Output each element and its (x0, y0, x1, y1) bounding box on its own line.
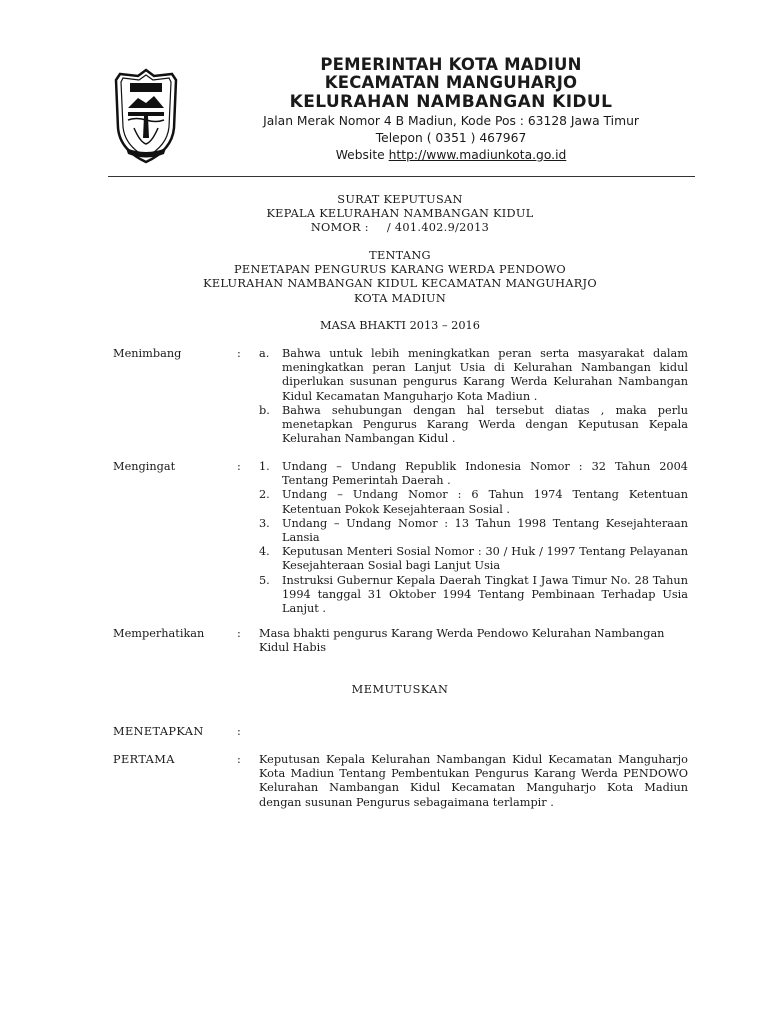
item-marker: a. (259, 347, 270, 360)
item-text: Undang – Undang Nomor : 6 Tahun 1974 Tentang Ketentuan Ketentuan Pokok Kesejahteraan Sosial . (282, 488, 688, 516)
item-text: Keputusan Menteri Sosial Nomor : 30 / Huk / 1997 Tentang Pelayanan Kesejahteraan Sosial bagi Lanjut Usia (282, 545, 688, 573)
colon: : (237, 627, 241, 640)
list-item (259, 404, 688, 447)
list-item (259, 574, 688, 617)
mengingat-label: Mengingat (113, 460, 176, 473)
mengingat-list (259, 460, 688, 616)
item-text: Instruksi Gubernur Kepala Daerah Tingkat I Jawa Timur No. 28 Tahun 1994 tanggal 31 Oktober 1994 Tentang Pembinaan Terhadap Usia Lanjut . (282, 573, 688, 616)
letterhead-line-3: KELURAHAN NAMBANGAN KIDUL (289, 92, 613, 112)
list-item (259, 545, 688, 573)
letterhead-line-2: KECAMATAN MANGUHARJO (324, 73, 578, 92)
nomor-line (130, 221, 670, 235)
memperhatikan-text: Masa bhakti pengurus Karang Werda Pendowo Kelurahan Nambangan Kidul Habis (259, 627, 665, 655)
list-item (259, 347, 688, 404)
memutuskan-heading: MEMUTUSKAN (351, 683, 449, 696)
tentang: TENTANG (369, 249, 431, 262)
period: MASA BHAKTI 2013 – 2016 (320, 319, 480, 332)
nomor-label: NOMOR : (310, 221, 369, 235)
colon: : (237, 460, 241, 473)
issuer: KEPALA KELURAHAN NAMBANGAN KIDUL (266, 207, 534, 221)
item-marker: b. (259, 403, 270, 417)
decree-subject (130, 249, 670, 306)
memperhatikan-label: Memperhatikan (113, 627, 205, 640)
item-text: Bahwa sehubungan dengan hal tersebut diatas , maka perlu menetapkan Pengurus Karang Werda dengan Keputusan Kepala Kelurahan Nambangan Kidul . (282, 403, 688, 446)
pertama-label: PERTAMA (113, 753, 175, 766)
item-text: Undang – Undang Republik Indonesia Nomor : 32 Tahun 2004 Tentang Pemerintah Daerah . (282, 460, 688, 488)
list-item (259, 517, 688, 545)
item-marker: 1. (259, 460, 270, 473)
pertama-text: Keputusan Kepala Kelurahan Nambangan Kidul Kecamatan Manguharjo Kota Madiun Tentang Pembentukan Pengurus Karang Werda PENDOWO Kelurahan Nambangan Kidul Kecamatan Manguharjo Kota Madiun dengan susunan Pengurus sebagaimana terlampir . (259, 753, 688, 809)
nomor-value: / 401.402.9/2013 (386, 221, 490, 235)
list-item (259, 460, 688, 488)
list-item (259, 488, 688, 516)
city-crest-shield-icon (114, 68, 178, 164)
subject-line-2: KELURAHAN NAMBANGAN KIDUL KECAMATAN MANGUHARJO (203, 277, 597, 291)
item-text: Undang – Undang Nomor : 13 Tahun 1998 Tentang Kesejahteraan Lansia (282, 516, 688, 545)
letterhead-line-1: PEMERINTAH KOTA MADIUN (320, 55, 582, 74)
item-marker: 5. (259, 573, 270, 587)
decree-heading (130, 193, 670, 236)
colon: : (237, 347, 241, 360)
item-marker: 4. (259, 545, 270, 559)
item-marker: 3. (259, 516, 270, 530)
subject-line-3: KOTA MADIUN (353, 291, 446, 305)
website-link[interactable]: http://www.madiunkota.go.id (388, 148, 567, 162)
menimbang-label: Menimbang (113, 347, 182, 360)
letterhead-divider (108, 176, 695, 177)
letterhead-phone: Telepon ( 0351 ) 467967 (375, 131, 527, 145)
subject-line-1: PENETAPAN PENGURUS KARANG WERDA PENDOWO (234, 263, 566, 277)
menimbang-list (259, 347, 688, 446)
colon: : (237, 753, 241, 766)
letterhead-address: Jalan Merak Nomor 4 B Madiun, Kode Pos : 63128 Jawa Timur (263, 114, 639, 128)
item-marker: 2. (259, 488, 270, 502)
item-text: Bahwa untuk lebih meningkatkan peran serta masyarakat dalam meningkatkan peran Lanjut Usia di Kelurahan Nambangan kidul diperlukan susunan pengurus Karang Werda Kelurahan Nambangan Kidul Kecamatan Manguharjo Kota Madiun . (282, 347, 688, 403)
website-label: Website (335, 148, 385, 162)
letterhead-website (222, 148, 680, 163)
doc-type: SURAT KEPUTUSAN (337, 193, 463, 206)
colon: : (237, 725, 241, 738)
letterhead (222, 56, 680, 163)
menetapkan-label: MENETAPKAN (113, 725, 204, 738)
